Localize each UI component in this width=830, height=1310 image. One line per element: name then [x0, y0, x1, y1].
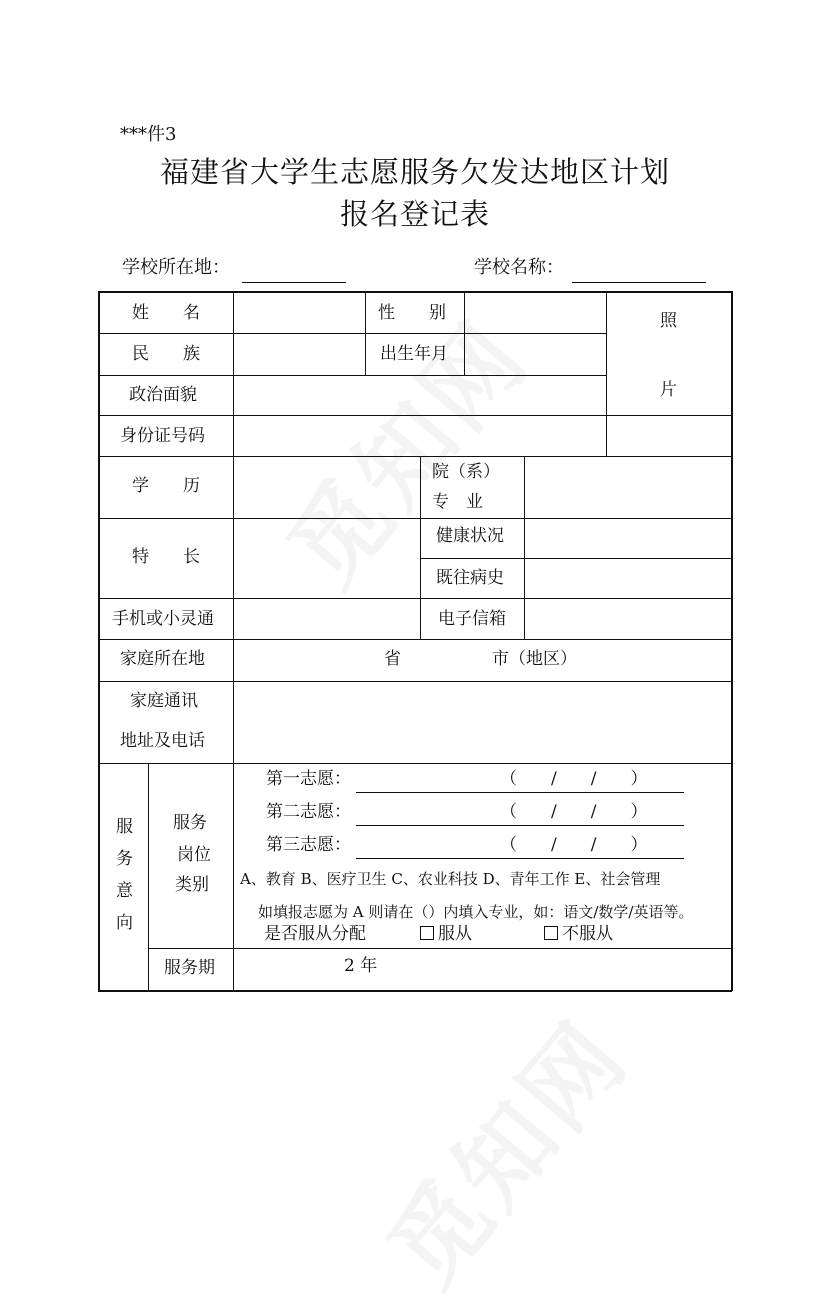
province-label: 省: [384, 649, 401, 669]
note-text: 如填报志愿为 A 则请在（）内填入专业，如：语文/数学/英语等。: [258, 903, 694, 921]
history-field[interactable]: [526, 560, 730, 597]
ethnicity-label: 民 族: [132, 344, 200, 364]
choice-2-label: 第二志愿：: [266, 802, 351, 822]
school-name-label: 学校名称：: [474, 257, 564, 278]
photo-label: 照: [660, 311, 677, 331]
choice-1-field[interactable]: [356, 792, 684, 793]
name-field[interactable]: [235, 293, 363, 332]
phone-label: 手机或小灵通: [112, 609, 214, 629]
attachment-label: ***件3: [120, 124, 177, 145]
choice-3-format: （ / / ）: [500, 835, 648, 855]
school-location-field[interactable]: [242, 282, 346, 283]
school-location-label: 学校所在地：: [122, 257, 230, 278]
choice-1-label: 第一志愿：: [266, 769, 351, 789]
photo-label: 片: [660, 380, 677, 400]
intent-label-char: 务: [116, 849, 133, 869]
specialty-label: 特 长: [132, 547, 200, 567]
home-location-label: 家庭所在地: [120, 649, 205, 669]
gender-label: 性 别: [378, 303, 446, 323]
page-title: 福建省大学生志愿服务欠发达地区计划: [159, 155, 670, 189]
choice-1-format: （ / / ）: [500, 769, 648, 789]
watermark: [352, 987, 654, 1309]
email-field[interactable]: [526, 600, 730, 638]
obey-no-label: 不服从: [562, 924, 613, 944]
home-address-label: 地址及电话: [120, 731, 205, 751]
major-label: 专 业: [432, 492, 483, 512]
photo-box[interactable]: [608, 293, 730, 414]
education-field[interactable]: [235, 458, 418, 517]
obey-no-option[interactable]: [544, 926, 613, 943]
intent-label-char: 意: [116, 881, 133, 901]
choice-2-format: （ / / ）: [500, 802, 648, 822]
id-number-field[interactable]: [235, 417, 604, 455]
choice-2-field[interactable]: [356, 825, 684, 826]
obey-question: 是否服从分配: [264, 924, 366, 944]
home-location-field[interactable]: [235, 641, 730, 680]
page-subtitle: 报名登记表: [339, 197, 490, 231]
birth-label: 出生年月: [380, 344, 448, 364]
term-value: 2 年: [344, 956, 378, 976]
post-type-label: 岗位: [177, 845, 211, 865]
political-label: 政治面貌: [129, 385, 197, 405]
choice-3-label: 第三志愿：: [266, 835, 351, 855]
checkbox-icon[interactable]: [544, 926, 558, 940]
id-number-label: 身份证号码: [120, 426, 205, 446]
name-label: 姓 名: [132, 303, 200, 323]
specialty-field[interactable]: [235, 520, 418, 597]
phone-field[interactable]: [235, 600, 418, 638]
health-label: 健康状况: [436, 526, 504, 546]
dept-label: 院（系）: [432, 462, 500, 482]
home-address-field[interactable]: [235, 683, 730, 762]
intent-label-char: 向: [116, 913, 133, 933]
post-type-label: 类别: [175, 875, 209, 895]
history-label: 既往病史: [436, 568, 504, 588]
categories-text: A、教育 B、医疗卫生 C、农业科技 D、青年工作 E、社会管理: [240, 870, 661, 888]
obey-yes-label: 服从: [438, 924, 472, 944]
obey-yes-option[interactable]: [420, 926, 472, 943]
birth-field[interactable]: [466, 335, 604, 374]
school-name-field[interactable]: [572, 282, 706, 283]
gender-field[interactable]: [466, 293, 604, 332]
intent-label-char: 服: [116, 817, 133, 837]
choice-3-field[interactable]: [356, 858, 684, 859]
health-field[interactable]: [526, 520, 730, 557]
term-label: 服务期: [164, 958, 215, 978]
home-address-label: 家庭通讯: [130, 691, 198, 711]
checkbox-icon[interactable]: [420, 926, 434, 940]
dept-major-field[interactable]: [526, 458, 730, 517]
ethnicity-field[interactable]: [235, 335, 363, 374]
education-label: 学 历: [132, 476, 200, 496]
post-type-label: 服务: [173, 813, 207, 833]
city-label: 市（地区）: [492, 649, 577, 669]
email-label: 电子信箱: [438, 609, 506, 629]
political-field[interactable]: [235, 377, 604, 414]
